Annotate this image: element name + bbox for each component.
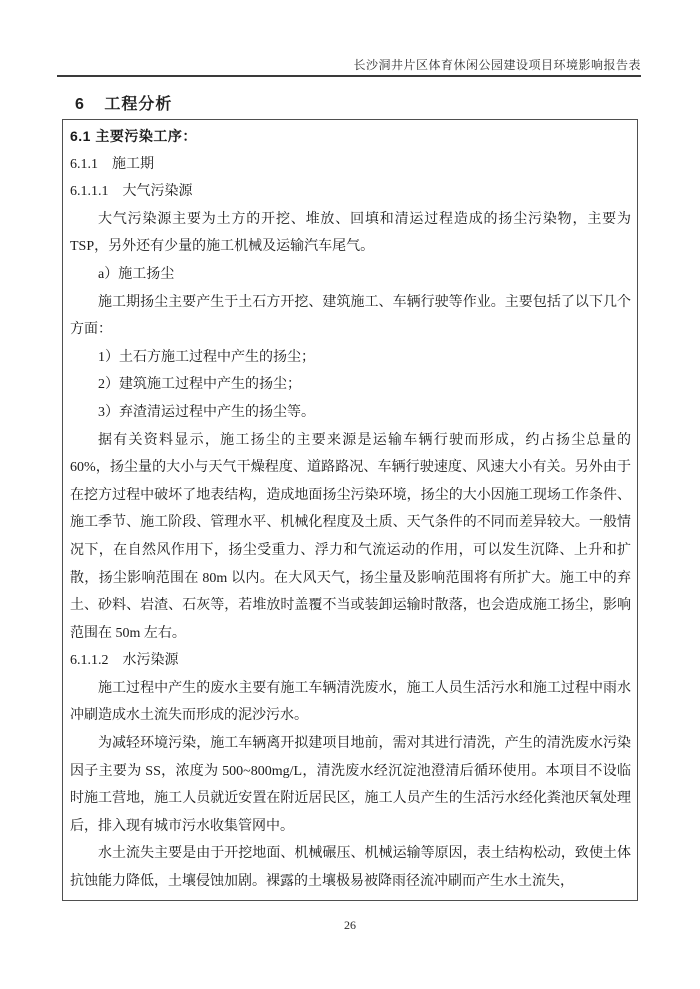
paragraph-wash-water: 为减轻环境污染，施工车辆离开拟建项目地前，需对其进行清洗，产生的清洗废水污染因子主要为 SS，浓度为 500~800mg/L，清洗废水经沉淀池澄清后循环使用。本项目不设临时施工营地，施工人员就近安置在附近居民区，施工人员产生的生活污水经化粪池厌氧处理后，排入现有城市污水收集管网中。 <box>70 736 631 834</box>
chapter-number: 6 <box>75 96 84 113</box>
dust-list-item-2: 2）建筑施工过程中产生的扬尘； <box>98 377 301 393</box>
header-divider-rule <box>57 75 641 77</box>
paragraph-water-pollution-source: 施工过程中产生的废水主要有施工车辆清洗废水，施工人员生活污水和施工过程中雨水冲刷造成水土流失而形成的泥沙污水。 <box>70 680 631 724</box>
report-header-title: 长沙洞井片区体育休闲公园建设项目环境影响报告表 <box>353 58 641 72</box>
page-number: 26 <box>344 918 356 932</box>
dust-list-item-1: 1）土石方施工过程中产生的扬尘； <box>98 349 315 365</box>
section-heading-6-1-1-2: 6.1.1.2 水污染源 <box>70 653 179 669</box>
content-box <box>62 119 638 901</box>
paragraph-dust-detail: 据有关资料显示，施工扬尘的主要来源是运输车辆行驶而形成，约占扬尘总量的 60%，扬尘量的大小与天气干燥程度、道路路况、车辆行驶速度、风速大小有关。另外由于在挖方过程中破坏了地表结构，造成地面扬尘污染环境，扬尘的大小因施工现场工作条件、施工季节、施工阶段、管理水平、机械化程度及土质、天气条件的不同而差异较大。一般情况下，在自然风作用下，扬尘受重力、浮力和气流运动的作用，可以发生沉降、上升和扩散，扬尘影响范围在 80m 以内。在大风天气，扬尘量及影响范围将有所扩大。施工中的弃土、砂料、岩渣、石灰等，若堆放时盖覆不当或装卸运输时散落，也会造成施工扬尘，影响范围在 50m 左右。 <box>70 432 631 641</box>
dust-list-item-3: 3）弃渣清运过程中产生的扬尘等。 <box>98 404 315 420</box>
paragraph-air-pollution-source: 大气污染源主要为土方的开挖、堆放、回填和清运过程造成的扬尘污染物，主要为 TSP，另外还有少量的施工机械及运输汽车尾气。 <box>70 211 631 255</box>
section-heading-6-1-1-1: 6.1.1.1 大气污染源 <box>70 184 193 200</box>
item-a-construction-dust: a）施工扬尘 <box>98 266 175 282</box>
paragraph-dust-intro: 施工期扬尘主要产生于土石方开挖、建筑施工、车辆行驶等作业。主要包括了以下几个方面： <box>70 294 631 338</box>
section-heading-6-1: 6.1 主要污染工序： <box>70 128 197 144</box>
section-heading-6-1-1: 6.1.1 施工期 <box>70 156 154 172</box>
chapter-title: 工程分析 <box>104 96 173 113</box>
paragraph-soil-erosion: 水土流失主要是由于开挖地面、机械碾压、机械运输等原因，表土结构松动，致使土体抗蚀能力降低，土壤侵蚀加剧。裸露的土壤极易被降雨径流冲刷而产生水土流失， <box>70 846 631 890</box>
chapter-heading <box>75 91 172 114</box>
